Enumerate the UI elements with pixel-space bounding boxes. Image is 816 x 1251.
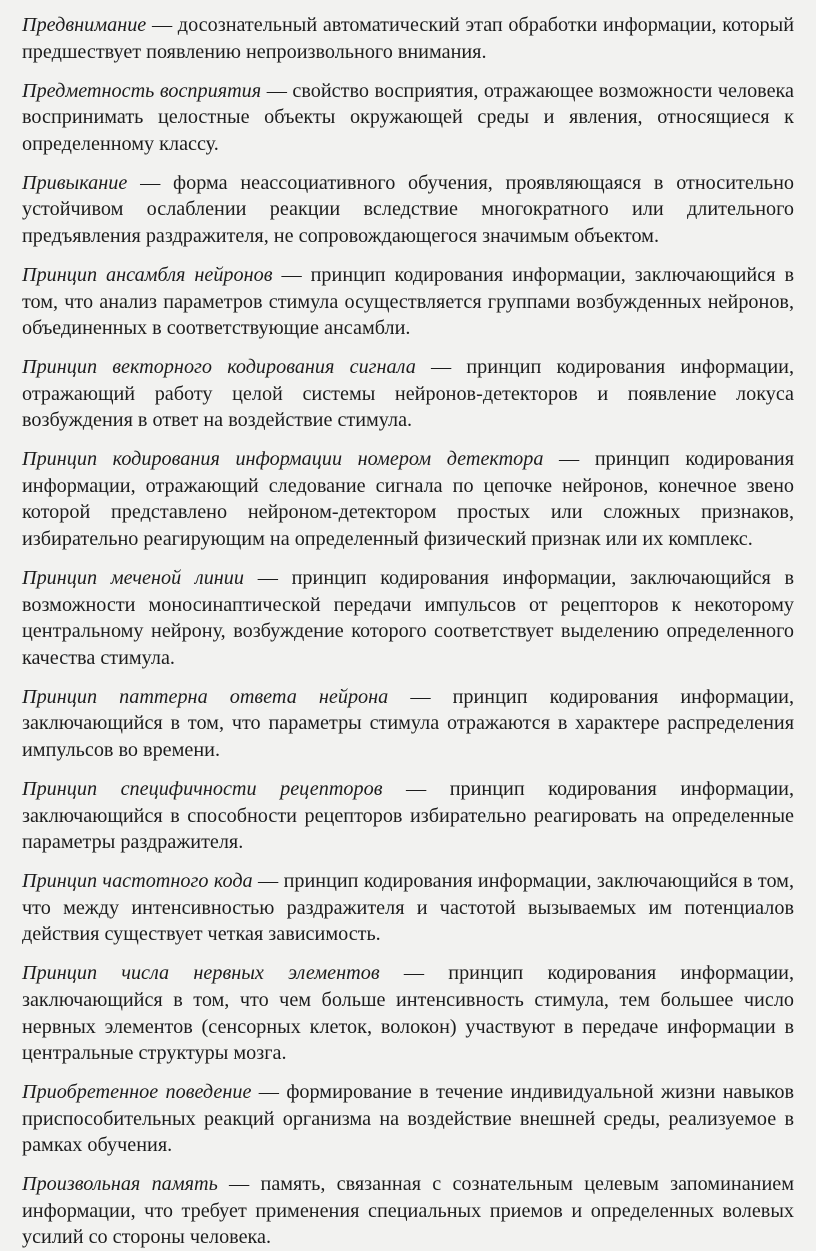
entry-definition: — формирование в течение индивидуальной жизни навыков приспособительных реакций организма на воздействие внешней среды, реализуемое в рамках обучения. bbox=[22, 1081, 794, 1157]
entry-definition: — принцип кодирования информации, отражающий работу целой системы нейронов-детекторов и появление локуса возбуждения в ответ на воздействие стимула. bbox=[22, 356, 794, 432]
entry-term: Приобретенное поведение bbox=[22, 1081, 252, 1104]
entry-definition: — принцип кодирования информации, отражающий следование сигнала по цепочке нейронов, конечное звено которой представлено нейроном-детектором простых или сложных признаков, избирательно реагирующим на определенный физический признак или их комплекс. bbox=[22, 448, 794, 551]
glossary-entry-priobretennoe bbox=[22, 1079, 794, 1159]
entry-term: Принцип паттерна ответа нейрона bbox=[22, 685, 389, 708]
entry-term: Принцип ансамбля нейронов bbox=[22, 263, 273, 286]
entry-term: Привыкание bbox=[22, 171, 128, 194]
entry-term: Принцип векторного кодирования сигнала bbox=[22, 356, 416, 379]
entry-term: Принцип меченой линии bbox=[22, 567, 244, 590]
entry-definition: — принцип кодирования информации, заключающийся в возможности моносинаптической передачи импульсов от рецепторов к некоторому центральному нейрону, возбуждение которого соответствует выделению определенного качества стимула. bbox=[22, 567, 794, 669]
glossary-entry-predvnimanie bbox=[22, 12, 794, 65]
glossary-entry-specifichnost bbox=[22, 776, 794, 856]
glossary-entry-vektornoe bbox=[22, 354, 794, 434]
entry-definition: — память, связанная с сознательным целевым запоминанием информации, что требует применения специальных приемов и определенных волевых усилий со стороны человека. bbox=[22, 1173, 794, 1249]
entry-term: Принцип частотного кода bbox=[22, 870, 253, 893]
entry-term: Предвнимание bbox=[22, 14, 147, 36]
entry-definition: — принцип кодирования информации, заключающийся в том, что параметры стимула отражаются в характере распределения импульсов во времени. bbox=[22, 685, 794, 761]
glossary-entry-ansambl bbox=[22, 262, 794, 342]
entry-definition: — форма неассоциативного обучения, проявляющаяся в относительно устойчивом ослаблении реакции вследствие многократного или длительного предъявления раздражителя, не сопровождающегося значимым объектом. bbox=[22, 171, 794, 247]
glossary-entry-nomer-detektora bbox=[22, 446, 794, 552]
glossary-entry-predmetnost bbox=[22, 78, 794, 158]
glossary-entry-privykanie bbox=[22, 170, 794, 250]
glossary-entry-pattern bbox=[22, 684, 794, 764]
glossary-entry-chastotnyi-kod bbox=[22, 868, 794, 948]
glossary-entry-chislo-elementov bbox=[22, 960, 794, 1066]
entry-definition: — принцип кодирования информации, заключающийся в том, что чем больше интенсивность стимула, тем большее число нервных элементов (сенсорных клеток, волокон) участвуют в передаче информации в центральные структуры мозга. bbox=[22, 962, 795, 1065]
entry-definition: — принцип кодирования информации, заключающийся в способности рецепторов избирательно реагировать на определенные параметры раздражителя. bbox=[22, 777, 795, 854]
entry-definition: — принцип кодирования информации, заключающийся в том, что анализ параметров стимула осуществляется группами возбужденных нейронов, объединенных в соответствующие ансамбли. bbox=[22, 263, 794, 340]
entry-definition: — свойство восприятия, отражающее возможности человека воспринимать целостные объекты окружающей среды и явления, относящиеся к определенному классу. bbox=[22, 79, 794, 155]
entry-definition: — досознательный автоматический этап обработки информации, который предшествует появлению непроизвольного внимания. bbox=[22, 14, 794, 63]
entry-term: Принцип числа нервных элементов bbox=[22, 962, 380, 985]
glossary-entry-proizvolnaya-pamyat bbox=[22, 1171, 794, 1251]
glossary-entry-mechenaya-liniya bbox=[22, 565, 794, 671]
entry-definition: — принцип кодирования информации, заключающийся в том, что между интенсивностью раздражителя и частотой вызываемых им потенциалов действия существует четкая зависимость. bbox=[22, 870, 794, 946]
entry-term: Принцип кодирования информации номером детектора bbox=[22, 448, 544, 471]
entry-term: Произвольная память bbox=[22, 1173, 218, 1196]
entry-term: Предметность восприятия bbox=[22, 79, 262, 102]
entry-term: Принцип специфичности рецепторов bbox=[22, 777, 383, 800]
